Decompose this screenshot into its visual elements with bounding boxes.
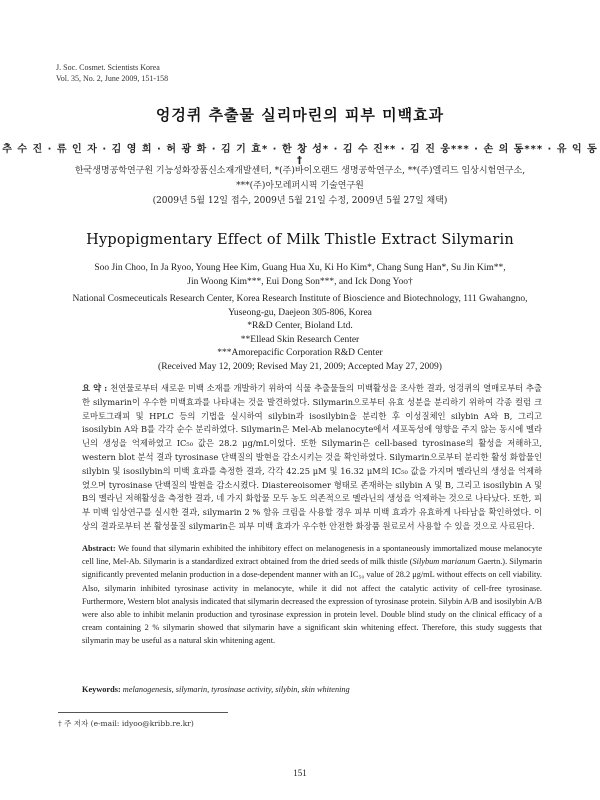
footnote-divider bbox=[58, 712, 228, 713]
english-affiliations bbox=[40, 293, 560, 374]
keywords-label: Keywords: bbox=[82, 685, 121, 694]
journal-name: J. Soc. Cosmet. Scientists Korea bbox=[56, 63, 160, 72]
korean-abstract-label: 요 약 : bbox=[82, 383, 108, 393]
english-authors-line: Soo Jin Choo, In Ja Ryoo, Young Hee Kim, Guang Hua Xu, Ki Ho Kim*, Chang Sung Han*, Su Jin Kim**, bbox=[94, 263, 506, 273]
english-received-dates: (Received May 12, 2009; Revised May 21, 2009; Accepted May 27, 2009) bbox=[158, 361, 442, 372]
english-affiliation-line: *R&D Center, Bioland Ltd. bbox=[247, 321, 353, 331]
english-affiliation-line: ***Amorepacific Corporation R&D Center bbox=[217, 348, 383, 358]
english-abstract-text: Gaertn.). Silymarin significantly prevented melanin production in a dose-dependent manner with an IC₅₀ value of 28.2 μg/mL without effects on cell viability. Also, silymarin inhibited tyrosinase activity in melanocyte, while it did not affect the catalytic activity of cell-free tyrosinase. Furthermore, Western blot analysis indicated that silymarin decreased the expression of tyrosinase protein. Silybin A/B and isosilybin A/B were also able to inhibit melanin production and tyrosinase expression in protein level. Double blind study on the clinical efficacy of a cream containing 2 % silymarin showed that silymarin have a significant skin whitening effect. Therefore, this study suggests that silymarin may be useful as a natural skin whitening agent. bbox=[82, 557, 543, 646]
korean-authors: 추 수 진 · 류 인 자 · 김 영 희 · 허 광 화 · 김 기 효* · 한 창 성* · 김 수 진** · 김 진 웅*** · 손 의 동*** · 유 익 동† bbox=[2, 144, 598, 166]
keywords-list: melanogenesis, silymarin, tyrosinase activity, silybin, skin whitening bbox=[122, 685, 350, 694]
korean-title: 엉겅퀴 추출물 실리마린의 피부 미백효과 bbox=[155, 106, 445, 124]
journal-header bbox=[56, 62, 168, 84]
korean-affiliation-line: ***(주)아모레퍼시픽 기술연구원 bbox=[236, 181, 364, 191]
page-number: 151 bbox=[293, 768, 307, 778]
korean-received-dates: (2009년 5월 12일 접수, 2009년 5월 21일 수정, 2009년 5월 27일 채택) bbox=[152, 196, 448, 206]
english-authors-line: Jin Woong Kim***, Eui Dong Son***, and Ick Dong Yoo† bbox=[187, 277, 413, 287]
keywords bbox=[82, 685, 542, 694]
english-abstract-text: We found that silymarin exhibited the inhibitory effect on melanogenesis in a spontaneously immortalized mouse melanocyte cell line, Mel-Ab. Silymarin is a standardized extract obtained from the dried seeds of milk thistle ( bbox=[82, 544, 543, 567]
english-authors bbox=[40, 261, 560, 289]
korean-affiliation-line: 한국생명공학연구원 기능성화장품신소재개발센터, *(주)바이오랜드 생명공학연구소, **(주)엘리드 임상시험연구소, bbox=[74, 166, 526, 176]
english-abstract-label: Abstract: bbox=[82, 544, 116, 553]
english-affiliation-line: **Ellead Skin Research Center bbox=[240, 334, 360, 345]
corresponding-author-footnote: † 주 저자 (e-mail: idyoo@kribb.re.kr) bbox=[58, 719, 194, 728]
korean-affiliations bbox=[60, 164, 540, 209]
english-title: Hypopigmentary Effect of Milk Thistle Extract Silymarin bbox=[86, 232, 514, 248]
english-affiliation-line: Yuseong-gu, Daejeon 305-806, Korea bbox=[228, 307, 372, 318]
korean-abstract-text: 천연물로부터 새로운 미백 소재를 개발하기 위하여 식물 추출물들의 미백활성을 조사한 결과, 엉겅퀴의 열매로부터 추출한 silymarin이 우수한 미백효과를 나타내는 것을 발견하였다. Silymarin으로부터 유효 성분을 분리하기 위하여 각종 컬럼 크로마토그래피 및 HPLC 등의 기법을 실시하여 silybin과 isosilybin을 분리한 후 이성질체인 silybin A와 B, 그리고 isosilybin A와 B를 각각 순수 분리하였다. Silymarin은 Mel-Ab melanocyte에서 세포독성에 영향을 주지 않는 동시에 멜라닌의 생성을 억제하였고 IC₅₀ 값은 28.2 μg/mL이었다. 또한 Silymarin은 cell-based tyrosinase의 활성을 저해하고, western blot 분석 결과 tyrosinase 단백질의 발현을 감소시키는 것을 확인하였다. Silymarin으로부터 분리한 활성 화합물인 silybin 및 isosilybin의 미백 효과를 측정한 결과, 각각 42.25 μM 및 16.32 μM의 IC₅₀ 값을 가지며 멜라닌의 생성을 억제하였으며 tyrosinase 단백질의 발현을 감소시켰다. Diastereoisomer 형태로 존재하는 silybin A 및 B, 그리고 isosilybin A 및 B의 멜라닌 저해활성을 측정한 결과, 네 가지 화합물 모두 농도 의존적으로 멜라닌의 생성을 억제하는 것으로 나타났다. 또한, 피부 미백 임상연구를 실시한 결과, silymarin 2 % 함유 크림을 사용할 경우 피부 미백 효과가 유효하게 나타남을 확인하였다. 이상의 결과로부터 본 활성물질 silymarin은 피부 미백 효과가 우수한 안전한 화장품 원료로서 사용할 수 있을 것으로 사료된다. bbox=[82, 383, 543, 531]
english-abstract bbox=[82, 542, 542, 648]
journal-volume: Vol. 35, No. 2, June 2009, 151-158 bbox=[56, 74, 169, 83]
korean-abstract bbox=[82, 382, 542, 534]
species-name: Silybum marianum bbox=[412, 557, 476, 567]
english-affiliation-line: National Cosmeceuticals Research Center, Korea Research Institute of Bioscience and Biotechnology, 111 Gwahangno, bbox=[72, 294, 528, 304]
